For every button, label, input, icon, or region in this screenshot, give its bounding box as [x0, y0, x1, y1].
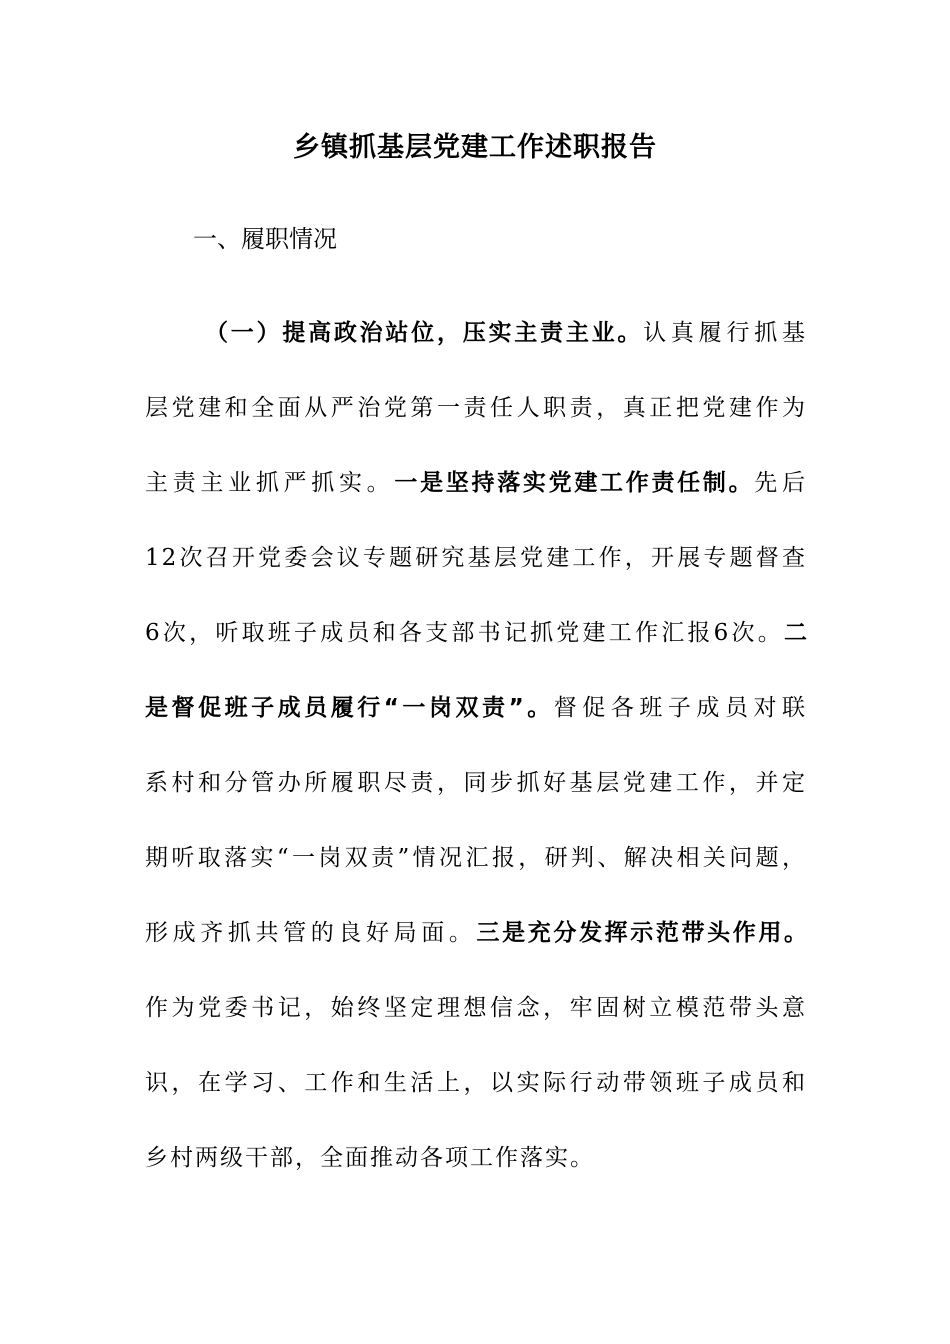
paragraph-line: [145, 1121, 807, 1196]
text-run: 层党建和全面从严治党第一责任人职责，真正把党建作为: [145, 395, 807, 421]
text-run: 6次，听取班子成员和各支部书记抓党建工作汇报6次。: [145, 620, 784, 646]
text-run: 12次召开党委会议专题研究基层党建工作，开展专题督查: [145, 545, 807, 571]
text-run: 督促各班子成员对联: [553, 695, 808, 721]
paragraph-line: [145, 296, 807, 371]
paragraph-line: [145, 521, 807, 596]
paragraph-line: [145, 1046, 807, 1121]
text-run: 形成齐抓共管的良好局面。: [145, 920, 477, 946]
text-run: 作为党委书记，始终坚定理想信念，牢固树立模范带头意: [145, 995, 807, 1021]
paragraph-line: [145, 821, 807, 896]
paragraph-line: [145, 596, 807, 671]
paragraph-line: [145, 671, 807, 746]
text-run: 乡村两级干部，全面推动各项工作落实。: [145, 1145, 595, 1171]
text-run: 系村和分管办所履职尽责，同步抓好基层党建工作，并定: [145, 770, 807, 796]
paragraph-line: [145, 971, 807, 1046]
section-heading: 一、履职情况: [193, 225, 337, 253]
key-point-2: 是督促班子成员履行“一岗双责”。: [145, 695, 554, 721]
paragraph-line: [145, 371, 807, 446]
text-run: 识，在学习、工作和生活上，以实际行动带领班子成员和: [145, 1070, 807, 1096]
text-run: 认真履行抓基: [643, 320, 808, 346]
paragraph-line: [145, 446, 807, 521]
document-title: 乡镇抓基层党建工作述职报告: [293, 132, 657, 163]
body-paragraph: [145, 296, 807, 1196]
text-run: 先后: [754, 470, 808, 496]
text-run: 主责主业抓严抓实。: [145, 470, 395, 496]
key-point-3: 三是充分发挥示范带头作用。: [476, 920, 807, 946]
key-point-1: 一是坚持落实党建工作责任制。: [394, 470, 755, 496]
subsection-heading: （一）提高政治站位，压实主责主业。: [205, 320, 644, 346]
key-point-2-start: 二: [784, 620, 807, 646]
text-run: 期听取落实“一岗双责”情况汇报，研判、解决相关问题，: [145, 845, 807, 871]
paragraph-line: [145, 896, 807, 971]
paragraph-line: [145, 746, 807, 821]
